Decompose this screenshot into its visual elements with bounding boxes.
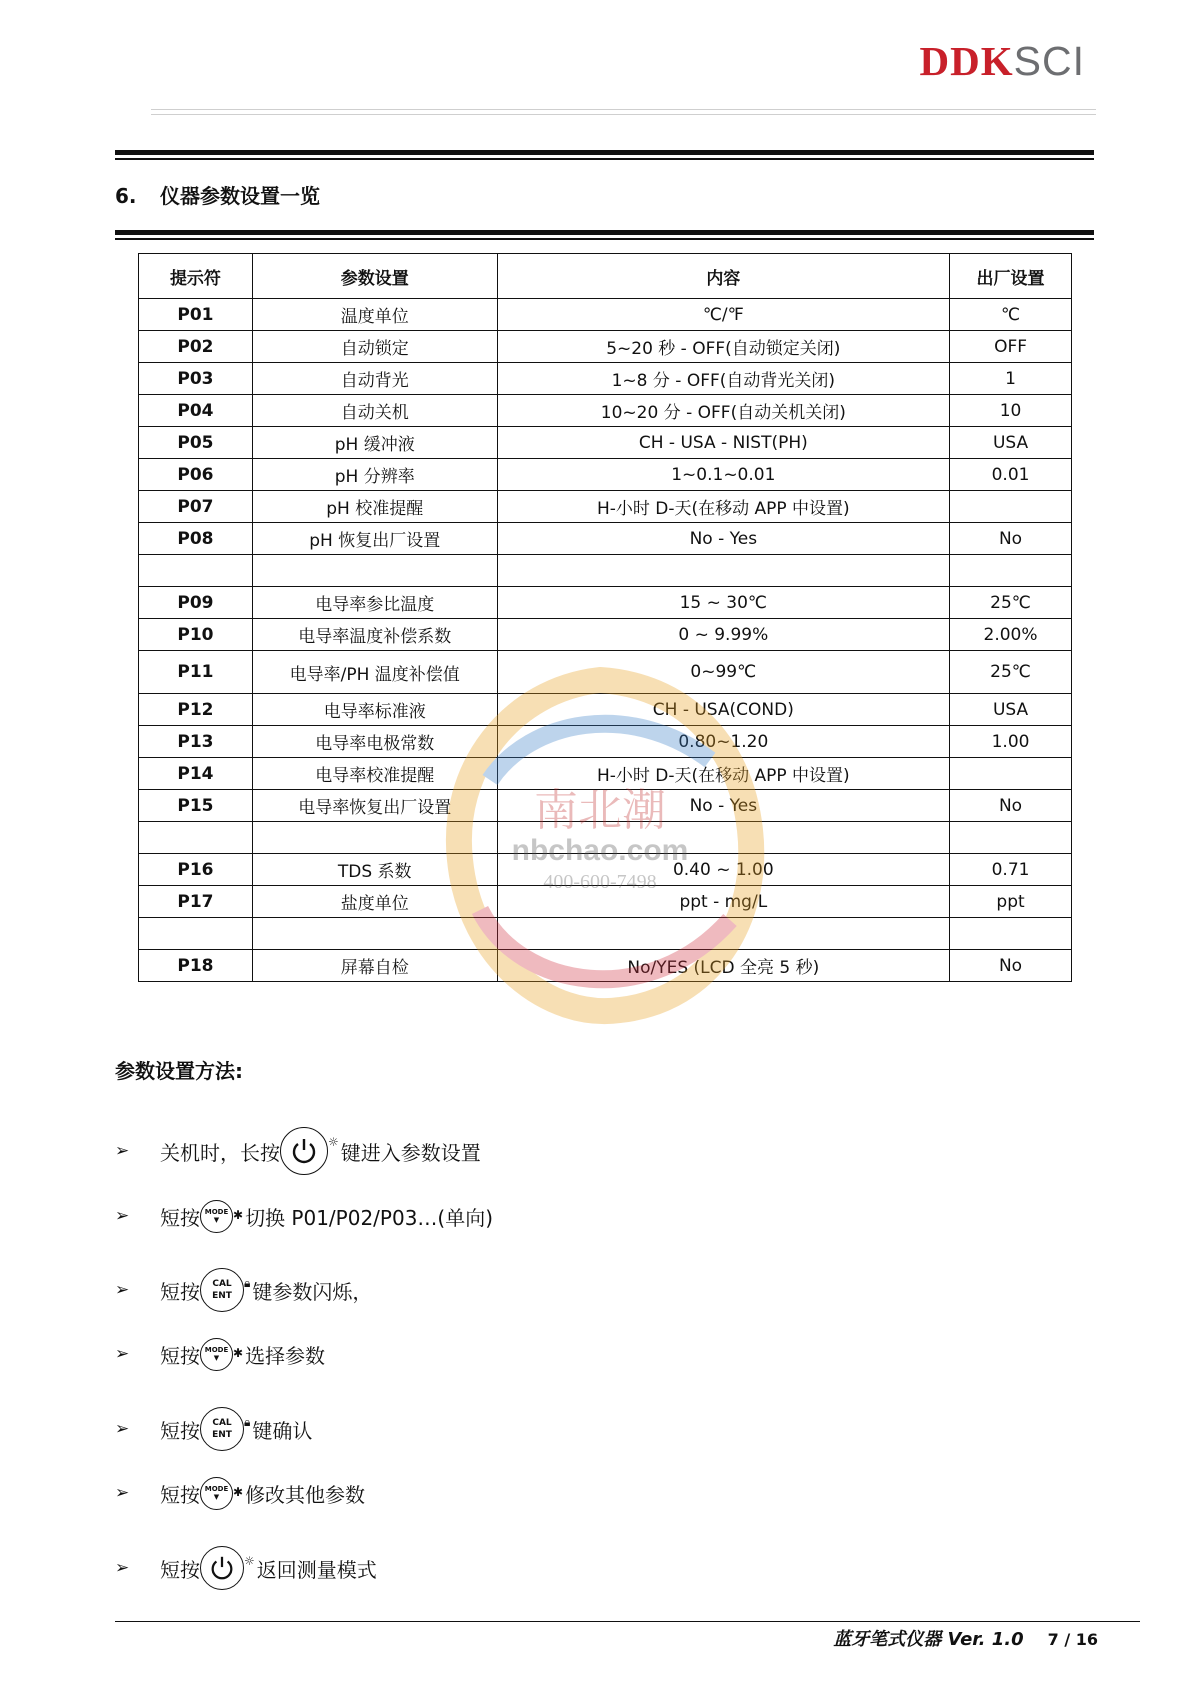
step-7: [115, 1535, 377, 1601]
method-title: 参数设置方法:: [115, 1059, 243, 1083]
mode-key: [200, 1338, 245, 1371]
footer-doc-title: 蓝牙笔式仪器 Ver. 1.0: [833, 1629, 1024, 1650]
cell-default: [950, 758, 1072, 790]
table-header-row: [139, 254, 1072, 299]
bullet-arrow: ➢: [115, 1141, 130, 1161]
lock-icon: 🔒︎: [244, 1276, 251, 1290]
cell-default: No: [950, 950, 1072, 982]
table-row: [139, 619, 1072, 651]
step-suffix: 返回测量模式: [256, 1557, 377, 1582]
page-number: 7 / 16: [1047, 1630, 1098, 1649]
mode-key-arrow-icon: ▼: [213, 1354, 220, 1362]
table-row: [139, 555, 1072, 587]
cell-content: 0~99℃: [497, 651, 949, 694]
cell-code: P08: [139, 523, 253, 555]
cell-code: P03: [139, 363, 253, 395]
cell-code: P11: [139, 651, 253, 694]
section-heading: 仪器参数设置一览: [160, 184, 320, 208]
cell-default: 1.00: [950, 726, 1072, 758]
brand-primary: DDK: [919, 38, 1014, 84]
step-prefix: 短按: [160, 1557, 200, 1582]
cell-setting: 电导率温度补偿系数: [252, 619, 497, 651]
cell-code: P07: [139, 491, 253, 523]
cell-content: 0.40 ~ 1.00: [497, 854, 949, 886]
cell-content: H-小时 D-天(在移动 APP 中设置): [497, 758, 949, 790]
table-row: [139, 395, 1072, 427]
step-suffix: 修改其他参数: [245, 1482, 366, 1507]
mode-key-label: MODE: [204, 1485, 229, 1493]
cell-setting: 电导率/PH 温度补偿值: [252, 651, 497, 694]
cell-setting: 自动关机: [252, 395, 497, 427]
step-suffix: 键确认: [252, 1418, 313, 1443]
cell-default: OFF: [950, 331, 1072, 363]
table-body: [139, 299, 1072, 982]
cell-setting: pH 分辨率: [252, 459, 497, 491]
cell-code: P02: [139, 331, 253, 363]
watermark-cn: 南北潮: [534, 786, 666, 835]
cal-ent-button-icon: [200, 1407, 244, 1451]
section-number: 6.: [115, 184, 137, 208]
table-row: [139, 459, 1072, 491]
cell-setting: 屏幕自检: [252, 950, 497, 982]
mode-key-label: MODE: [204, 1208, 229, 1216]
cell-default: 25℃: [950, 651, 1072, 694]
cell-setting: [252, 555, 497, 587]
cell-content: 15 ~ 30℃: [497, 587, 949, 619]
cal-key-label: CAL: [212, 1279, 232, 1289]
cell-default: 1: [950, 363, 1072, 395]
cell-code: P04: [139, 395, 253, 427]
bullet-arrow: ➢: [115, 1483, 130, 1503]
section-title: [115, 180, 320, 212]
bullet-arrow: ➢: [115, 1206, 130, 1226]
cell-content: ℃/℉: [497, 299, 949, 331]
cell-content: CH - USA - NIST(PH): [497, 427, 949, 459]
cell-setting: [252, 822, 497, 854]
header-default: 出厂设置: [950, 254, 1072, 299]
cell-default: 0.01: [950, 459, 1072, 491]
footer-divider: [115, 1621, 1140, 1622]
power-icon: [200, 1546, 244, 1590]
parameter-table: [138, 253, 1072, 982]
cell-code: P10: [139, 619, 253, 651]
cell-setting: 电导率标准液: [252, 694, 497, 726]
cell-setting: 自动背光: [252, 363, 497, 395]
cell-content: 0.80~1.20: [497, 726, 949, 758]
cell-setting: pH 恢复出厂设置: [252, 523, 497, 555]
cell-content: [497, 822, 949, 854]
table-row: [139, 918, 1072, 950]
step-suffix: 切换 P01/P02/P03…(单向): [245, 1205, 494, 1230]
step-prefix: 短按: [160, 1418, 200, 1443]
page-footer: [833, 1626, 1098, 1654]
header-content: 内容: [497, 254, 949, 299]
cell-content: CH - USA(COND): [497, 694, 949, 726]
cell-code: P13: [139, 726, 253, 758]
backlight-icon: ☼: [244, 1554, 255, 1568]
cell-setting: [252, 918, 497, 950]
step-1: [115, 1118, 481, 1184]
step-prefix: 短按: [160, 1482, 200, 1507]
step-5: [115, 1396, 312, 1462]
cell-default: [950, 491, 1072, 523]
cal-ent-button-icon: [200, 1268, 244, 1312]
step-suffix: 键参数闪烁，: [252, 1279, 373, 1304]
ent-key-label: ENT: [212, 1430, 232, 1440]
table-row: [139, 854, 1072, 886]
table-row: [139, 363, 1072, 395]
header-setting: 参数设置: [252, 254, 497, 299]
table-row: [139, 651, 1072, 694]
cell-content: 0 ~ 9.99%: [497, 619, 949, 651]
cell-content: No - Yes: [497, 523, 949, 555]
step-prefix: 短按: [160, 1343, 200, 1368]
table-row: [139, 299, 1072, 331]
cell-code: P17: [139, 886, 253, 918]
cell-default: No: [950, 523, 1072, 555]
header-divider: [151, 109, 1096, 115]
table-row: [139, 950, 1072, 982]
cell-default: [950, 555, 1072, 587]
cell-content: 5~20 秒 - OFF(自动锁定关闭): [497, 331, 949, 363]
cell-default: 25℃: [950, 587, 1072, 619]
cell-setting: 电导率电极常数: [252, 726, 497, 758]
cell-code: [139, 822, 253, 854]
table-row: [139, 587, 1072, 619]
backlight-icon: ☼: [328, 1135, 339, 1149]
cell-code: P09: [139, 587, 253, 619]
cell-default: 0.71: [950, 854, 1072, 886]
cell-setting: TDS 系数: [252, 854, 497, 886]
cell-setting: pH 校准提醒: [252, 491, 497, 523]
cell-code: P18: [139, 950, 253, 982]
bluetooth-icon: ✱: [233, 1484, 244, 1499]
cell-setting: pH 缓冲液: [252, 427, 497, 459]
cell-content: [497, 555, 949, 587]
cal-key-label: CAL: [212, 1418, 232, 1428]
bullet-arrow: ➢: [115, 1558, 130, 1578]
cell-default: ℃: [950, 299, 1072, 331]
watermark-site: nbchao.com: [511, 834, 689, 867]
cell-default: [950, 918, 1072, 950]
cell-default: ppt: [950, 886, 1072, 918]
cell-content: [497, 918, 949, 950]
brand-logo: [920, 36, 1085, 86]
table-row: [139, 758, 1072, 790]
cell-setting: 电导率校准提醒: [252, 758, 497, 790]
step-4: [115, 1321, 325, 1387]
table-row: [139, 886, 1072, 918]
cal-ent-key: [200, 1268, 252, 1312]
cell-default: 10: [950, 395, 1072, 427]
cell-default: [950, 822, 1072, 854]
section-bottom-rule: [115, 230, 1094, 240]
bullet-arrow: ➢: [115, 1280, 130, 1300]
cell-code: P05: [139, 427, 253, 459]
mode-key-arrow-icon: ▼: [213, 1493, 220, 1501]
cell-default: USA: [950, 694, 1072, 726]
power-icon: [280, 1127, 328, 1175]
section-top-rule: [115, 150, 1094, 160]
cell-setting: 自动锁定: [252, 331, 497, 363]
bullet-arrow: ➢: [115, 1344, 130, 1364]
cell-setting: 电导率参比温度: [252, 587, 497, 619]
cell-code: [139, 555, 253, 587]
cell-setting: 温度单位: [252, 299, 497, 331]
mode-key: [200, 1477, 245, 1510]
cell-setting: 盐度单位: [252, 886, 497, 918]
brand-secondary: SCI: [1013, 38, 1085, 84]
mode-key-arrow-icon: ▼: [213, 1216, 220, 1224]
bluetooth-icon: ✱: [233, 1207, 244, 1222]
power-key: [280, 1127, 341, 1175]
step-prefix: 短按: [160, 1205, 200, 1230]
cell-content: No - Yes: [497, 790, 949, 822]
step-2: [115, 1183, 493, 1249]
table-row: [139, 694, 1072, 726]
step-suffix: 键进入参数设置: [340, 1140, 481, 1165]
ent-key-label: ENT: [212, 1291, 232, 1301]
cell-content: 1~0.1~0.01: [497, 459, 949, 491]
cell-code: P16: [139, 854, 253, 886]
cell-default: 2.00%: [950, 619, 1072, 651]
table-row: [139, 822, 1072, 854]
cell-code: P15: [139, 790, 253, 822]
bluetooth-icon: ✱: [233, 1345, 244, 1360]
table-row: [139, 331, 1072, 363]
table-row: [139, 726, 1072, 758]
mode-key: [200, 1200, 245, 1233]
step-3: [115, 1257, 372, 1323]
cell-code: P12: [139, 694, 253, 726]
cell-default: USA: [950, 427, 1072, 459]
cal-ent-key: [200, 1407, 252, 1451]
step-6: [115, 1460, 365, 1526]
cell-content: H-小时 D-天(在移动 APP 中设置): [497, 491, 949, 523]
cell-code: P06: [139, 459, 253, 491]
table-row: [139, 790, 1072, 822]
lock-icon: 🔒︎: [244, 1415, 251, 1429]
mode-button-icon: [200, 1200, 233, 1233]
step-prefix: 关机时，长按: [160, 1140, 280, 1165]
mode-key-label: MODE: [204, 1346, 229, 1354]
bullet-arrow: ➢: [115, 1419, 130, 1439]
table-row: [139, 523, 1072, 555]
cell-code: P01: [139, 299, 253, 331]
cell-setting: 电导率恢复出厂设置: [252, 790, 497, 822]
cell-code: P14: [139, 758, 253, 790]
cell-default: No: [950, 790, 1072, 822]
header-code: 提示符: [139, 254, 253, 299]
step-suffix: 选择参数: [245, 1343, 326, 1368]
cell-content: ppt - mg/L: [497, 886, 949, 918]
power-key: [200, 1546, 257, 1590]
table-row: [139, 427, 1072, 459]
cell-content: 10~20 分 - OFF(自动关机关闭): [497, 395, 949, 427]
table-row: [139, 491, 1072, 523]
mode-button-icon: [200, 1477, 233, 1510]
mode-button-icon: [200, 1338, 233, 1371]
step-prefix: 短按: [160, 1279, 200, 1304]
cell-code: [139, 918, 253, 950]
cell-content: 1~8 分 - OFF(自动背光关闭): [497, 363, 949, 395]
cell-content: No/YES (LCD 全亮 5 秒): [497, 950, 949, 982]
watermark-phone: 400-600-7498: [543, 871, 657, 893]
